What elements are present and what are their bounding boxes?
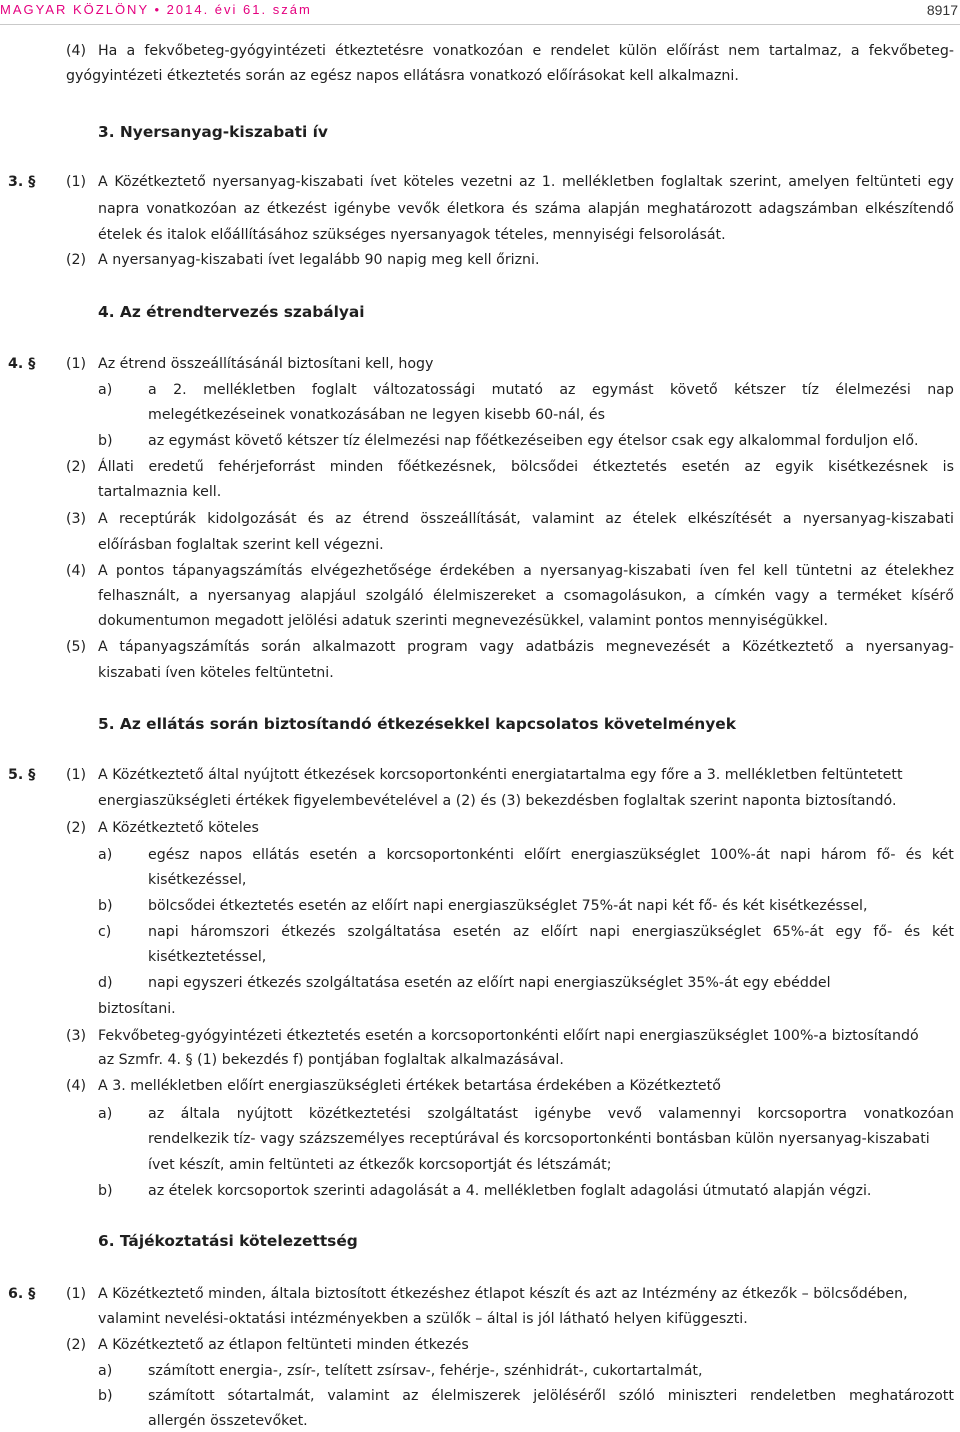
word: igénybe — [333, 201, 391, 217]
word: a — [696, 588, 705, 604]
word: háromszori — [190, 924, 270, 940]
word: és — [905, 847, 922, 863]
word: csomagolásukon, — [563, 588, 687, 604]
item-marker: a) — [98, 1106, 113, 1122]
word: az — [860, 563, 877, 579]
word: változatossági — [373, 382, 476, 398]
word: fekvőbeteg- — [868, 43, 954, 59]
word: terméket — [837, 588, 902, 604]
text-line: előírásban foglaltak szerint kell végezni. — [98, 537, 384, 553]
word: és — [904, 924, 921, 940]
word: meghatározott — [848, 1388, 954, 1404]
text-line: az egymást követő kétszer tíz élelmezési nap főétkezéseiben egy ételsor csak egy alkalommal forduljon elő. — [148, 433, 919, 449]
word: követő — [669, 382, 718, 398]
text-line — [148, 380, 954, 400]
word: nem — [728, 43, 760, 59]
word: A — [98, 511, 108, 527]
word: étkezés — [281, 924, 336, 940]
word: tüntetni — [795, 563, 853, 579]
word: pontos — [115, 563, 165, 579]
word: három — [820, 847, 867, 863]
word: e — [532, 43, 542, 59]
paragraph-marker: (2) — [66, 820, 87, 836]
word: A — [98, 563, 108, 579]
word: a — [545, 588, 555, 604]
text-line: napi egyszeri étkezés szolgáltatása esetén az előírt napi energiaszükséglet 35%-át egy ebéddel — [148, 975, 831, 991]
word: 100%-át — [710, 847, 770, 863]
text-line: A nyersanyag-kiszabati ívet legalább 90 napig meg kell őrizni. — [98, 252, 540, 268]
text-line: A 3. mellékletben előírt energiaszükségleti értékek betartása érdekében a Közétkeztető — [98, 1078, 721, 1094]
word: korcsoportonkénti — [386, 847, 514, 863]
word: receptúrák — [118, 511, 197, 527]
word: igénybe — [534, 1106, 592, 1122]
text-line: A Közétkeztető az étlapon feltünteti minden étkezés — [98, 1337, 469, 1353]
word: két — [931, 924, 954, 940]
paragraph-marker: (5) — [66, 639, 87, 655]
text-line — [98, 509, 954, 529]
word: élelmiszereket — [433, 588, 536, 604]
word: egy — [835, 924, 862, 940]
word: foglalt — [311, 382, 357, 398]
word: valamint — [327, 1388, 390, 1404]
paragraph-marker: (2) — [66, 459, 87, 475]
word: ételek — [632, 511, 677, 527]
text-line — [98, 41, 954, 61]
word: egy — [927, 174, 954, 190]
word: életkora — [446, 201, 505, 217]
word: ívet — [370, 174, 397, 190]
section-heading: 3. Nyersanyag-kiszabati ív — [98, 123, 328, 141]
paragraph-marker: (1) — [66, 1286, 87, 1302]
word: érdekében — [439, 563, 515, 579]
text-line: dokumentumon megadott jelölési adatuk szerinti megnevezésükkel, valamint pontos mennyiségükkel. — [98, 613, 828, 629]
word: a — [818, 588, 828, 604]
word: Ha — [98, 43, 118, 59]
word: vevők — [397, 201, 440, 217]
paragraph-marker: (1) — [66, 174, 87, 190]
word: 1. — [541, 174, 556, 190]
word: előírt — [540, 924, 578, 940]
word: alkalmazott — [312, 639, 396, 655]
paragraph-marker: (2) — [66, 1337, 87, 1353]
word: íven — [699, 563, 730, 579]
word: szolgáltatást — [427, 1106, 518, 1122]
word: vezetni — [460, 174, 513, 190]
word: vevő — [607, 1106, 642, 1122]
word: minden — [329, 459, 384, 475]
text-line: A Közétkeztető által nyújtott étkezések korcsoportonkénti energiatartalma egy főre a 3. mellékletben feltüntetett — [98, 767, 903, 783]
word: vonatkozóan — [146, 201, 237, 217]
word: adagszámban — [758, 201, 859, 217]
word: esetén — [681, 459, 730, 475]
word: napos — [199, 847, 243, 863]
word: főétkezésnek, — [397, 459, 497, 475]
paragraph-marker: (1) — [66, 356, 87, 372]
text-line: ételek és italok előállításához szükséges nyersanyagok tételes, mennyiségi felsorolását. — [98, 227, 726, 243]
word: adatbázis — [525, 639, 595, 655]
text-line — [148, 1104, 954, 1124]
word: az — [243, 201, 260, 217]
word: vagy — [774, 588, 810, 604]
word: fő- — [873, 924, 893, 940]
paragraph-marker: (3) — [66, 511, 87, 527]
word: A — [98, 639, 108, 655]
word: és — [511, 201, 528, 217]
word: a — [126, 43, 136, 59]
word: feltünteti — [856, 174, 922, 190]
word: előírt — [524, 847, 561, 863]
text-line: rendelkezik tíz- vagy százszemélyes receptúrával és korcsoportonkénti bontásban külön nyersanyag-kiszabati — [148, 1131, 930, 1147]
word: eredetű — [148, 459, 204, 475]
word: élelmiszerek — [431, 1388, 521, 1404]
word: Állati — [98, 459, 134, 475]
section-heading: 4. Az étrendtervezés szabályai — [98, 303, 365, 321]
word: tíz — [801, 382, 819, 398]
text-line: kisétkeztetéssel, — [148, 949, 267, 965]
section-marker: 6. § — [8, 1286, 36, 1302]
word: egész — [148, 847, 190, 863]
word: étkeztetésre — [335, 43, 424, 59]
word: megnevezését — [605, 639, 711, 655]
section-marker: 4. § — [8, 356, 36, 372]
word: az — [402, 1388, 419, 1404]
text-line — [98, 199, 954, 219]
word: kisétkezésnek — [828, 459, 928, 475]
word: szerint, — [729, 174, 782, 190]
word: esetén — [452, 924, 502, 940]
word: tápanyagszámítás — [172, 563, 303, 579]
word: nyersanyag-kiszabati — [539, 563, 692, 579]
word: nyújtott — [236, 1106, 293, 1122]
text-line: biztosítani. — [98, 1001, 176, 1017]
text-line: tartalmaznia kell. — [98, 484, 222, 500]
text-line: az ételek korcsoportok szerinti adagolását a 4. mellékletben foglalt adagolási útmutató alapján végzi. — [148, 1183, 872, 1199]
word: elvégezhetősége — [310, 563, 432, 579]
word: és — [307, 511, 324, 527]
page-number: 8917 — [926, 2, 958, 18]
word: az — [512, 924, 530, 940]
word: esetén — [309, 847, 358, 863]
text-line — [98, 637, 954, 657]
word: bölcsődei — [510, 459, 579, 475]
text-line — [98, 586, 954, 606]
word: energiaszükséglet — [631, 924, 761, 940]
word: elkészítését — [687, 511, 772, 527]
section-heading: 5. Az ellátás során biztosítandó étkezésekkel kapcsolatos követelmények — [98, 715, 736, 733]
word: két — [931, 847, 954, 863]
word: alapján — [587, 201, 640, 217]
word: étrend — [362, 511, 409, 527]
word: étkezést — [266, 201, 327, 217]
word: kidolgozását — [207, 511, 297, 527]
word: kísérő — [911, 588, 954, 604]
word: a — [523, 563, 532, 579]
text-line: valamint nevelési-oktatási intézményekben a szülők – által is jól látható helyen kifüggeszti. — [98, 1311, 748, 1327]
item-marker: a) — [98, 1363, 113, 1379]
text-line: az Szmfr. 4. § (1) bekezdés f) pontjában foglaltak alkalmazásával. — [98, 1052, 564, 1068]
word: szolgáló — [365, 588, 424, 604]
word: az — [335, 511, 352, 527]
word: címkén — [714, 588, 766, 604]
word: felhasznált, — [98, 588, 180, 604]
word: köteles — [403, 174, 455, 190]
word: élelmezési — [835, 382, 911, 398]
word: külön — [618, 43, 658, 59]
section-marker: 5. § — [8, 767, 36, 783]
word: számított — [148, 1388, 215, 1404]
word: nyersanyag-kiszabati — [802, 511, 954, 527]
word: nyersanyag-kiszabati — [212, 174, 364, 190]
word: elkészítendő — [865, 201, 954, 217]
text-line — [148, 1386, 954, 1406]
word: amelyen — [788, 174, 850, 190]
word: vonatkozóan — [432, 43, 524, 59]
section-marker: 3. § — [8, 174, 36, 190]
word: az — [744, 459, 761, 475]
word: Közétkeztető — [742, 639, 834, 655]
word: étkeztetés — [592, 459, 667, 475]
word: meghatározott — [646, 201, 752, 217]
word: korcsoportra — [757, 1106, 847, 1122]
text-line: bölcsődei étkeztetés esetén az előírt napi energiaszükséglet 75%-át napi két fő- és két kisétkezéssel, — [148, 898, 868, 914]
text-line — [98, 561, 954, 581]
text-line: gyógyintézeti étkeztetés során az egész napos ellátásra vonatkozó előírásokat kell alkalmazni. — [66, 68, 739, 84]
word: napi — [589, 924, 620, 940]
word: száma — [534, 201, 581, 217]
section-heading: 6. Tájékoztatási kötelezettség — [98, 1232, 358, 1250]
paragraph-marker: (4) — [66, 1078, 87, 1094]
word: napra — [98, 201, 140, 217]
item-marker: d) — [98, 975, 113, 991]
word: a — [367, 847, 377, 863]
paragraph-marker: (1) — [66, 767, 87, 783]
paragraph-marker: (4) — [66, 563, 87, 579]
word: mutató — [491, 382, 543, 398]
word: ellátás — [252, 847, 300, 863]
word: vonatkozóan — [863, 1106, 954, 1122]
word: kell — [763, 563, 788, 579]
word: napi — [148, 924, 179, 940]
word: az — [559, 382, 576, 398]
word: program — [407, 639, 468, 655]
text-line: ívet készít, amin feltünteti az étkezők korcsoportját és létszámát; — [148, 1157, 612, 1173]
word: ételekhez — [884, 563, 954, 579]
word: nyersanyag- — [865, 639, 954, 655]
item-marker: c) — [98, 924, 112, 940]
word: 2. — [173, 382, 187, 398]
item-marker: b) — [98, 1388, 113, 1404]
word: is — [942, 459, 954, 475]
word: kétszer — [734, 382, 786, 398]
text-line: kisétkezéssel, — [148, 872, 247, 888]
word: az — [519, 174, 536, 190]
word: valamint — [532, 511, 595, 527]
word: mellékletben — [561, 174, 655, 190]
word: alapjául — [300, 588, 357, 604]
word: nap — [927, 382, 954, 398]
paragraph-marker: (2) — [66, 252, 87, 268]
word: foglaltak — [660, 174, 723, 190]
item-marker: b) — [98, 1183, 113, 1199]
word: egymást — [591, 382, 654, 398]
word: során — [261, 639, 301, 655]
word: a — [189, 588, 199, 604]
word: egyik — [775, 459, 814, 475]
word: nyersanyag — [207, 588, 291, 604]
word: az — [605, 511, 622, 527]
word: mellékletben — [203, 382, 296, 398]
text-line: számított energia-, zsír-, telített zsírsav-, fehérje-, szénhidrát-, cukortartalmát, — [148, 1363, 703, 1379]
word: szolgáltatása — [347, 924, 442, 940]
word: vagy — [479, 639, 514, 655]
word: közétkeztetési — [308, 1106, 411, 1122]
word: valamennyi — [658, 1106, 742, 1122]
word: előírást — [666, 43, 720, 59]
word: a — [850, 43, 860, 59]
word: a — [845, 639, 854, 655]
text-line — [148, 922, 954, 942]
text-line — [98, 457, 954, 477]
item-marker: a) — [98, 382, 113, 398]
word: a — [721, 639, 731, 655]
text-line: allergén összetevőket. — [148, 1413, 308, 1429]
word: fehérjeforrást — [218, 459, 316, 475]
text-line: A Közétkeztető köteles — [98, 820, 259, 836]
word: fekvőbeteg-gyógyintézeti — [144, 43, 326, 59]
text-line: Fekvőbeteg-gyógyintézeti étkeztetés esetén a korcsoportonkénti előírt napi energiaszükséglet 100%-a biztosítandó — [98, 1028, 919, 1044]
text-line — [148, 845, 954, 865]
word: szóló — [618, 1388, 655, 1404]
word: energiaszükséglet — [570, 847, 700, 863]
item-marker: b) — [98, 898, 113, 914]
word: a — [148, 382, 157, 398]
text-line: energiaszükségleti értékek figyelembevételével a (2) és (3) bekezdésben foglaltak szerint naponta biztosítandó. — [98, 793, 897, 809]
word: a — [782, 511, 792, 527]
word: fel — [737, 563, 756, 579]
word: rendeletben — [750, 1388, 837, 1404]
paragraph-marker: (3) — [66, 1028, 87, 1044]
word: tápanyagszámítás — [119, 639, 250, 655]
word: összeállítását, — [420, 511, 521, 527]
word: A — [98, 174, 108, 190]
word: miniszteri — [667, 1388, 738, 1404]
paragraph-marker: (4) — [66, 43, 87, 59]
item-marker: a) — [98, 847, 113, 863]
word: Közétkeztető — [114, 174, 206, 190]
word: az — [148, 1106, 165, 1122]
word: általa — [180, 1106, 221, 1122]
text-line: Az étrend összeállításánál biztosítani kell, hogy — [98, 356, 434, 372]
word: rendelet — [550, 43, 610, 59]
word: sótartalmát, — [227, 1388, 315, 1404]
journal-title: MAGYAR KÖZLÖNY • 2014. évi 61. szám — [0, 2, 312, 17]
word: napi — [780, 847, 811, 863]
word: fő- — [876, 847, 896, 863]
word: 65%-át — [772, 924, 824, 940]
text-line — [98, 172, 954, 192]
word: tartalmaz, — [768, 43, 842, 59]
text-line: kiszabati íven köteles feltüntetni. — [98, 665, 334, 681]
text-line: A Közétkeztető minden, általa biztosított étkezéshez étlapot készít és azt az Intézmény az étkezők – bölcsődében, — [98, 1286, 908, 1302]
item-marker: b) — [98, 433, 113, 449]
text-line: melegétkezéseinek vonatkozásában ne legyen kisebb 60-nál, és — [148, 407, 606, 423]
word: jelöléséről — [533, 1388, 606, 1404]
